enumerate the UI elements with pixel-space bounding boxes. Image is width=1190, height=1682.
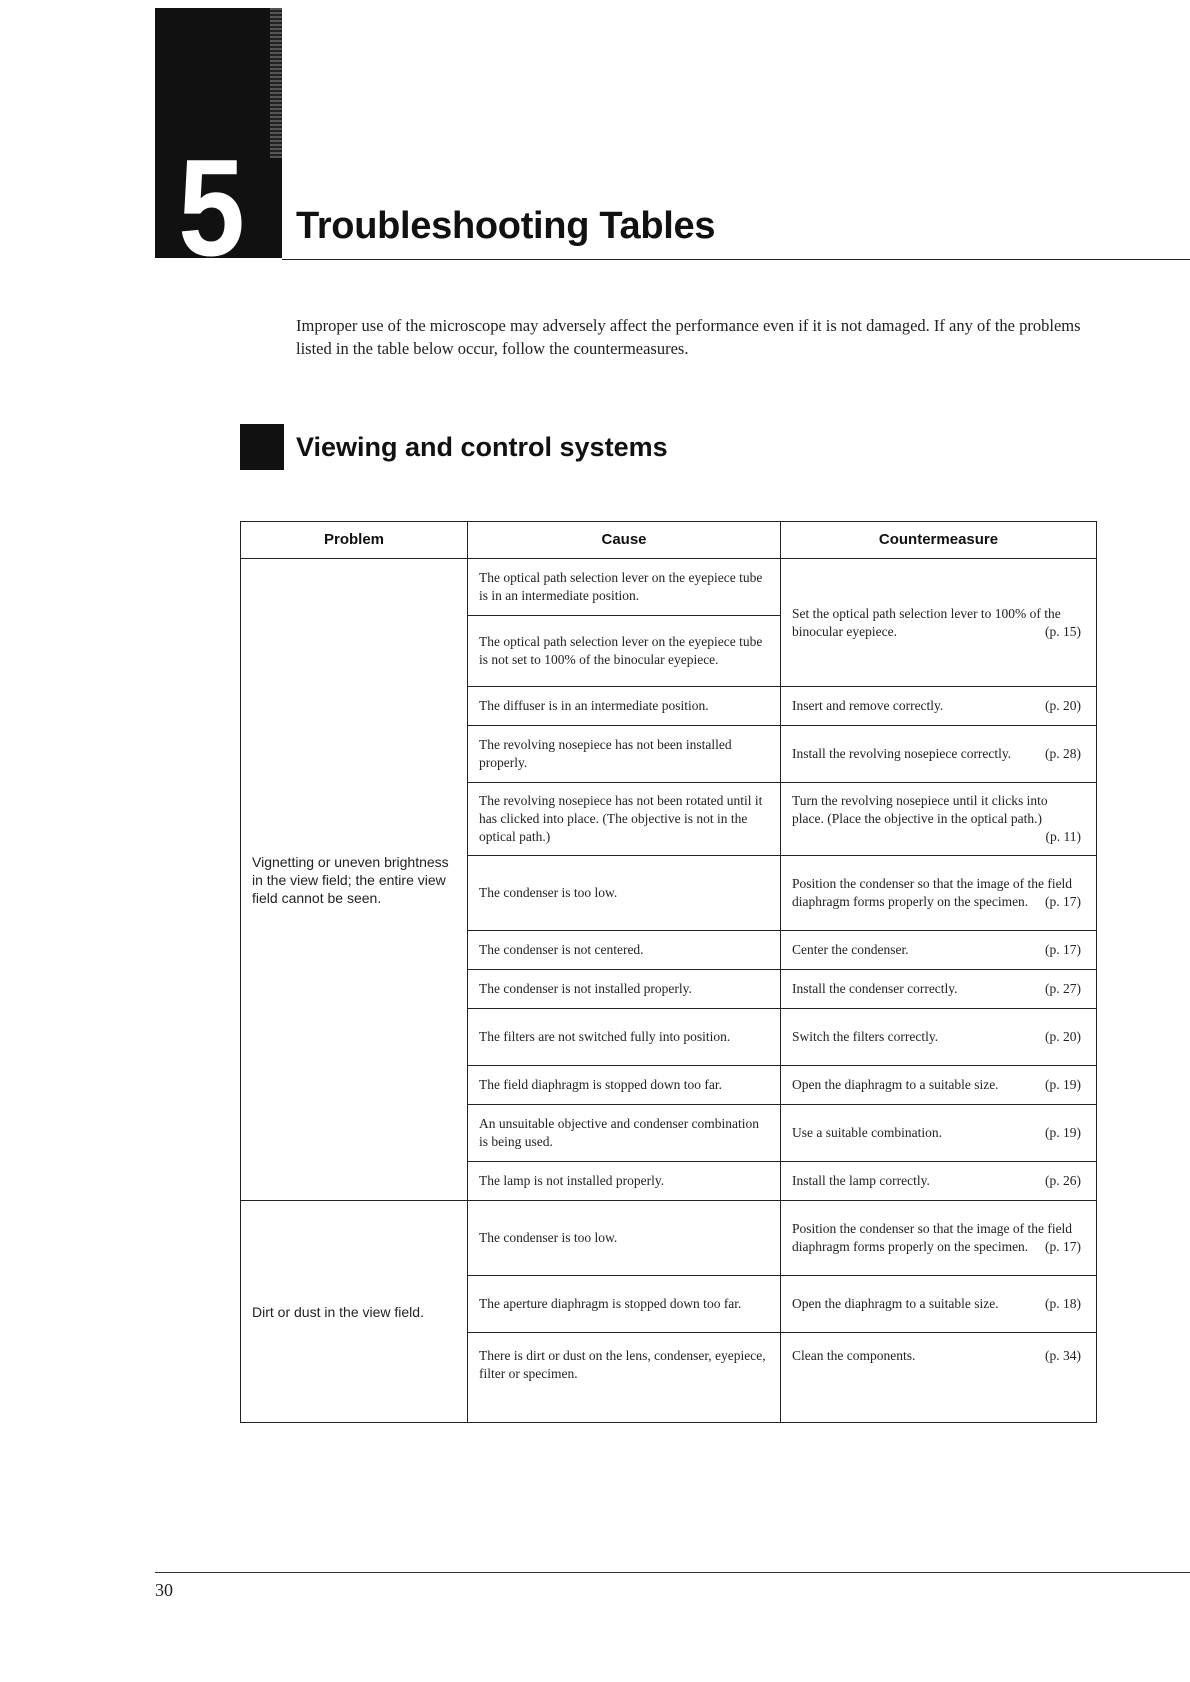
cause-cell: The optical path selection lever on the eyepiece tube is in an intermediate position. (468, 559, 781, 616)
chapter-number: 5 (178, 130, 245, 286)
cause-cell: The condenser is not installed properly. (468, 970, 781, 1009)
cause-cell: The revolving nosepiece has not been rotated until it has clicked into place. (The objective is not in the optical path.) (468, 783, 781, 856)
cause-cell: The condenser is too low. (468, 1201, 781, 1276)
cause-cell: The lamp is not installed properly. (468, 1162, 781, 1201)
page-reference: (p. 11) (1045, 829, 1081, 844)
intro-paragraph: Improper use of the microscope may adversely affect the performance even if it is not damaged. If any of the problems listed in the table below occur, follow the countermeasures. (296, 316, 1081, 358)
countermeasure-text: Open the diaphragm to a suitable size. (792, 1077, 999, 1092)
page-reference: (p. 17) (1045, 1239, 1081, 1254)
countermeasure-cell (781, 687, 1097, 726)
countermeasure-text: Open the diaphragm to a suitable size. (792, 1296, 999, 1311)
cause-cell: The aperture diaphragm is stopped down too far. (468, 1276, 781, 1333)
page-reference: (p. 17) (1045, 894, 1081, 909)
page-reference: (p. 20) (1045, 1029, 1081, 1044)
chapter-number-block (155, 8, 282, 286)
countermeasure-cell (781, 931, 1097, 970)
countermeasure-cell (781, 970, 1097, 1009)
page-reference: (p. 27) (1045, 981, 1081, 996)
countermeasure-text: Position the condenser so that the image of the field diaphragm forms properly on the specimen. (792, 876, 1073, 909)
header-problem: Problem (241, 522, 468, 559)
countermeasure-cell (781, 1201, 1097, 1276)
page-reference: (p. 19) (1045, 1125, 1081, 1140)
cause-cell: An unsuitable objective and condenser combination is being used. (468, 1105, 781, 1162)
header-cause: Cause (468, 522, 781, 559)
countermeasure-text: Clean the components. (792, 1348, 916, 1363)
countermeasure-cell (781, 856, 1097, 931)
countermeasure-cell (781, 1009, 1097, 1066)
countermeasure-text: Turn the revolving nosepiece until it clicks into place. (Place the objective in the optical path.) (792, 793, 1048, 826)
problem-cell: Vignetting or uneven brightness in the view field; the entire view field cannot be seen. (241, 559, 468, 1201)
countermeasure-text: Switch the filters correctly. (792, 1029, 939, 1044)
chapter-block-stripe (270, 8, 282, 158)
page-reference: (p. 28) (1045, 746, 1081, 761)
problem-cell: Dirt or dust in the view field. (241, 1201, 468, 1423)
footer-rule (155, 1572, 1190, 1573)
countermeasure-cell (781, 1333, 1097, 1423)
troubleshooting-table (240, 521, 1097, 1423)
countermeasure-text: Set the optical path selection lever to 100% of the binocular eyepiece. (792, 605, 1061, 639)
countermeasure-cell (781, 726, 1097, 783)
countermeasure-cell (781, 1276, 1097, 1333)
countermeasure-text: Center the condenser. (792, 942, 909, 957)
header-countermeasure: Countermeasure (781, 522, 1097, 559)
page-reference: (p. 18) (1045, 1296, 1081, 1311)
countermeasure-text: Use a suitable combination. (792, 1125, 942, 1140)
countermeasure-cell (781, 1066, 1097, 1105)
countermeasure-text: Position the condenser so that the image of the field diaphragm forms properly on the specimen. (792, 1221, 1073, 1254)
page-reference: (p. 15) (1045, 623, 1081, 639)
cause-cell: The field diaphragm is stopped down too far. (468, 1066, 781, 1105)
countermeasure-text: Install the revolving nosepiece correctly. (792, 746, 1012, 761)
cause-cell: The diffuser is in an intermediate position. (468, 687, 781, 726)
countermeasure-cell (781, 559, 1097, 687)
page-reference: (p. 19) (1045, 1077, 1081, 1092)
page-number: 30 (155, 1580, 173, 1600)
cause-cell: The condenser is too low. (468, 856, 781, 931)
cause-cell: The revolving nosepiece has not been installed properly. (468, 726, 781, 783)
table-header-row (241, 522, 1097, 559)
cause-cell: The condenser is not centered. (468, 931, 781, 970)
section-marker-square (240, 424, 284, 470)
cause-cell: The optical path selection lever on the eyepiece tube is not set to 100% of the binocular eyepiece. (468, 616, 781, 687)
chapter-title: Troubleshooting Tables (296, 205, 716, 247)
cause-cell: The filters are not switched fully into position. (468, 1009, 781, 1066)
countermeasure-cell (781, 783, 1097, 856)
table-row (241, 559, 1097, 616)
countermeasure-cell (781, 1162, 1097, 1201)
cause-cell: There is dirt or dust on the lens, condenser, eyepiece, filter or specimen. (468, 1333, 781, 1423)
title-rule (282, 259, 1190, 260)
countermeasure-cell (781, 1105, 1097, 1162)
section-title: Viewing and control systems (296, 432, 668, 462)
countermeasure-text: Insert and remove correctly. (792, 698, 944, 713)
page-reference: (p. 17) (1045, 942, 1081, 957)
page-reference: (p. 34) (1045, 1348, 1081, 1363)
table-row (241, 1201, 1097, 1276)
page-reference: (p. 20) (1045, 698, 1081, 713)
page-reference: (p. 26) (1045, 1173, 1081, 1188)
countermeasure-text: Install the condenser correctly. (792, 981, 958, 996)
countermeasure-text: Install the lamp correctly. (792, 1173, 930, 1188)
